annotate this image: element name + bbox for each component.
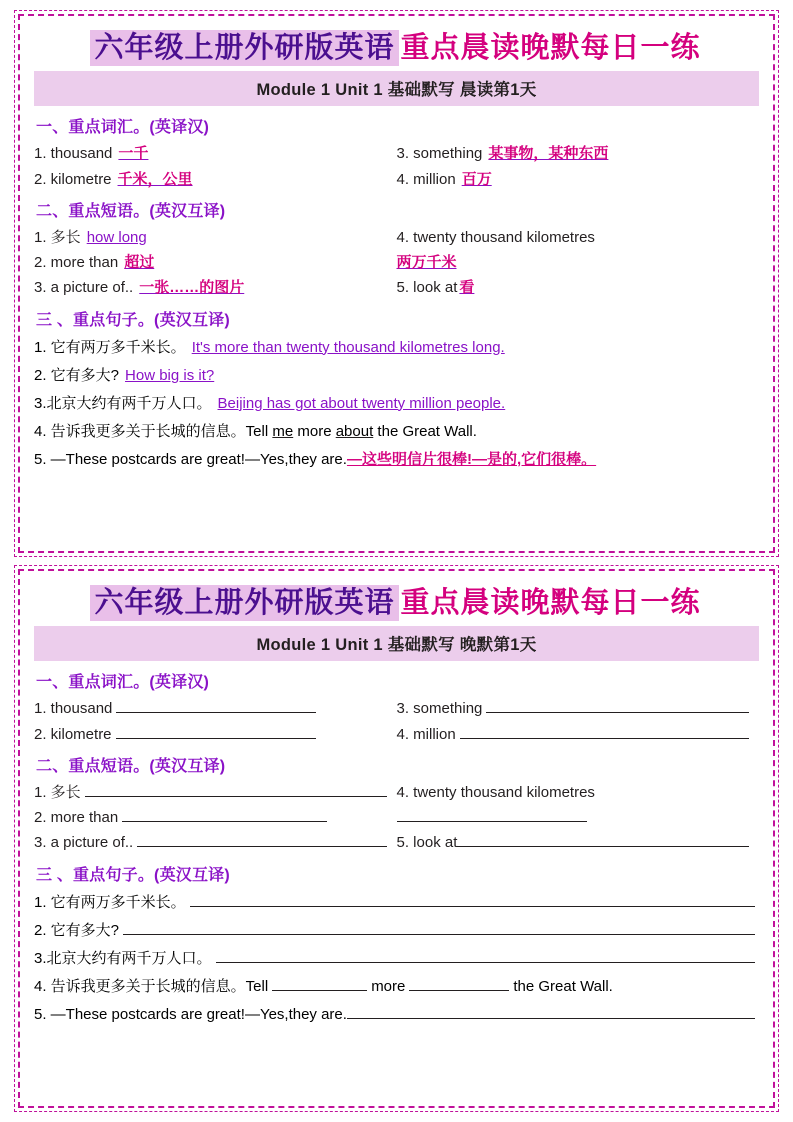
vocab-answer: 千米，公里 bbox=[117, 170, 193, 188]
phrase-item bbox=[34, 781, 397, 804]
answer-blank[interactable] bbox=[116, 698, 316, 713]
phrase-answer: 两万千米 bbox=[396, 254, 457, 272]
vocab-answer: 百万 bbox=[461, 170, 492, 188]
card-subtitle: Module 1 Unit 1 基础默写 晨读第1天 bbox=[34, 71, 759, 106]
table-row bbox=[34, 696, 759, 721]
vocab-item bbox=[397, 142, 760, 165]
sentence-prompt: 2. 它有多大? bbox=[34, 921, 120, 939]
vocab-item bbox=[34, 697, 397, 720]
list-item bbox=[34, 334, 759, 362]
banner-right-title: 重点晨读晚默每日一练 bbox=[400, 585, 701, 619]
vocab-item bbox=[34, 168, 397, 191]
banner-left-title: 六年级上册外研版英语 bbox=[90, 585, 398, 621]
table-row bbox=[34, 225, 759, 250]
phrase-item bbox=[34, 251, 397, 274]
list-item bbox=[34, 917, 759, 945]
phrase-rows bbox=[34, 780, 759, 856]
sentence-prompt: 3.北京大约有两千万人口。 bbox=[34, 949, 212, 967]
sentence-rows bbox=[34, 334, 759, 474]
sentence-answer: It's more than twenty thousand kilometres long. bbox=[191, 338, 505, 356]
vocab-word: 1. thousand bbox=[34, 145, 113, 163]
phrase-rows bbox=[34, 225, 759, 301]
answer-blank[interactable] bbox=[272, 976, 367, 991]
phrase-item bbox=[397, 226, 760, 249]
answer-blank[interactable] bbox=[122, 807, 327, 822]
phrase-answer: 看 bbox=[459, 279, 475, 297]
vocab-word: 1. thousand bbox=[34, 700, 113, 718]
sentence-prompt: 1. 它有两万多千米长。 bbox=[34, 893, 186, 911]
sentence-prompt: 5. —These postcards are great!—Yes,they are. bbox=[34, 1005, 347, 1023]
answer-blank[interactable] bbox=[123, 920, 755, 935]
list-item bbox=[34, 1001, 759, 1029]
table-row bbox=[34, 780, 759, 805]
answer-blank[interactable] bbox=[486, 698, 749, 713]
card-subtitle: Module 1 Unit 1 基础默写 晚默第1天 bbox=[34, 626, 759, 661]
sentence-prompt: 5. —These postcards are great!—Yes,they are. bbox=[34, 450, 347, 468]
banner bbox=[34, 30, 759, 66]
phrase-prompt: 5. look at bbox=[396, 834, 458, 852]
vocab-item bbox=[397, 697, 760, 720]
table-row bbox=[34, 830, 759, 855]
phrase-answer: 一张……的图片 bbox=[139, 279, 245, 297]
answer-blank[interactable] bbox=[116, 724, 316, 739]
sentence-prompt: 4. 告诉我更多关于长城的信息。Tell bbox=[34, 422, 273, 440]
phrase-item bbox=[34, 226, 397, 249]
list-item bbox=[34, 446, 759, 474]
table-row bbox=[34, 275, 759, 300]
phrase-answer: how long bbox=[86, 228, 147, 246]
phrase-item bbox=[397, 781, 760, 804]
vocab-word: 4. million bbox=[396, 170, 456, 188]
section-title-vocabulary: 一、重点词汇。(英译汉) bbox=[36, 674, 210, 692]
sentence-prompt: 3.北京大约有两千万人口。 bbox=[34, 394, 212, 412]
list-item bbox=[34, 973, 759, 1001]
answer-blank[interactable] bbox=[85, 782, 387, 797]
banner bbox=[34, 585, 759, 621]
list-item bbox=[34, 889, 759, 917]
phrase-item bbox=[397, 807, 760, 822]
section-title-sentences: 三 、重点句子。(英汉互译) bbox=[36, 866, 230, 884]
phrase-item bbox=[397, 831, 760, 854]
sentence-rows bbox=[34, 889, 759, 1029]
vocab-answer: 一千 bbox=[118, 145, 149, 163]
vocab-word: 3. something bbox=[396, 700, 483, 718]
sentence-prompt: 2. 它有多大? bbox=[34, 366, 120, 384]
sentence-answer: Beijing has got about twenty million people. bbox=[217, 394, 506, 412]
worksheet-card-morning bbox=[18, 14, 775, 553]
phrase-prompt: 2. more than bbox=[34, 254, 119, 272]
worksheet-card-evening bbox=[18, 569, 775, 1108]
section-title-phrases: 二、重点短语。(英汉互译) bbox=[36, 757, 226, 775]
vocab-word: 2. kilometre bbox=[34, 725, 112, 743]
sentence-tail-text: the Great Wall. bbox=[373, 422, 477, 440]
phrase-prompt: 3. a picture of.. bbox=[34, 279, 134, 297]
phrase-prompt: 3. a picture of.. bbox=[34, 834, 134, 852]
table-row bbox=[34, 167, 759, 192]
sentence-mid-text: more bbox=[293, 422, 336, 440]
section-title-sentences: 三 、重点句子。(英汉互译) bbox=[36, 311, 230, 329]
phrase-item bbox=[397, 251, 760, 274]
answer-blank[interactable] bbox=[409, 976, 509, 991]
sentence-tail-text: the Great Wall. bbox=[513, 977, 613, 995]
phrase-prompt: 1. 多长 bbox=[34, 228, 81, 246]
phrase-prompt: 4. twenty thousand kilometres bbox=[396, 228, 595, 246]
sentence-inline-answer-2: about bbox=[335, 422, 374, 440]
table-row bbox=[34, 722, 759, 747]
banner-right-title: 重点晨读晚默每日一练 bbox=[400, 30, 701, 64]
vocab-item bbox=[34, 142, 397, 165]
vocabulary-rows bbox=[34, 141, 759, 192]
answer-blank[interactable] bbox=[457, 832, 749, 847]
vocab-item bbox=[397, 723, 760, 746]
answer-blank[interactable] bbox=[190, 892, 755, 907]
phrase-prompt: 2. more than bbox=[34, 809, 119, 827]
table-row bbox=[34, 805, 759, 830]
answer-blank[interactable] bbox=[137, 832, 386, 847]
answer-blank[interactable] bbox=[460, 724, 749, 739]
answer-blank[interactable] bbox=[216, 948, 755, 963]
phrase-prompt: 1. 多长 bbox=[34, 783, 81, 801]
vocab-word: 4. million bbox=[396, 725, 456, 743]
phrase-item bbox=[34, 831, 397, 854]
section-title-phrases: 二、重点短语。(英汉互译) bbox=[36, 202, 226, 220]
phrase-item bbox=[397, 276, 760, 299]
table-row bbox=[34, 250, 759, 275]
vocab-word: 2. kilometre bbox=[34, 170, 112, 188]
vocab-item bbox=[397, 168, 760, 191]
sentence-prompt: 4. 告诉我更多关于长城的信息。Tell bbox=[34, 977, 269, 995]
list-item bbox=[34, 418, 759, 446]
list-item bbox=[34, 390, 759, 418]
vocab-word: 3. something bbox=[396, 145, 483, 163]
vocabulary-rows bbox=[34, 696, 759, 747]
list-item bbox=[34, 362, 759, 390]
phrase-item bbox=[34, 806, 397, 829]
sentence-answer: How big is it? bbox=[125, 366, 215, 384]
phrase-prompt: 5. look at bbox=[396, 279, 458, 297]
section-title-vocabulary: 一、重点词汇。(英译汉) bbox=[36, 119, 210, 137]
table-row bbox=[34, 141, 759, 166]
sentence-mid-text: more bbox=[371, 977, 406, 995]
answer-blank[interactable] bbox=[347, 1004, 755, 1019]
vocab-answer: 某事物，某种东西 bbox=[488, 145, 609, 163]
phrase-answer: 超过 bbox=[124, 254, 155, 272]
answer-blank[interactable] bbox=[397, 807, 587, 822]
phrase-prompt: 4. twenty thousand kilometres bbox=[396, 783, 595, 801]
sentence-inline-answer-1: me bbox=[272, 422, 294, 440]
list-item bbox=[34, 945, 759, 973]
vocab-item bbox=[34, 723, 397, 746]
banner-left-title: 六年级上册外研版英语 bbox=[90, 30, 398, 66]
phrase-item bbox=[34, 276, 397, 299]
sentence-prompt: 1. 它有两万多千米长。 bbox=[34, 338, 186, 356]
sentence-answer: —这些明信片很棒!—是的,它们很棒。 bbox=[346, 450, 597, 468]
